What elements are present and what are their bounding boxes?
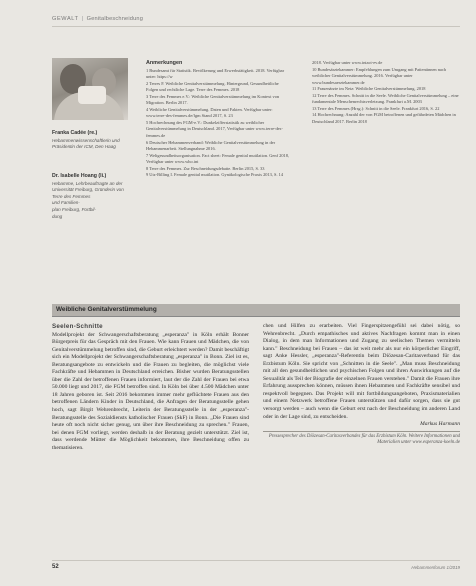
article-paragraph: chen und Hilfen zu erarbeiten. Viel Fingerspitzengefühl sei dabei nötig, so Wehrenbrecht. „Durch empathisches und aktives Nachfragen kommt man in einen Dialog, in dem man Informationen und Zugang zu seelischen Themen vermitteln kann." Beschneidung bei Frauen – das ist weit mehr als nur ein körperlicher Eingriff, sagt Anke Hessler, „esperanza"-Referentin beim Diözesan-Caritasverband für das Erzbistum Köln. Sie spricht von „Schnitten in die Seele". „Man muss Beschneidung mit all den gesundheitlichen und psychischen Folgen und ihren Auswirkungen auf die Sexualität als Teil der Biografie der einzelnen Frauen verstehen." Damit die Frauen ihre Erfahrung aussprechen können, müssen ihnen Hebammen und Fachkräfte sensibel und respektvoll begegnen. Das Projekt will mit fortbildungsangeboten, Praxismaterialien und einem Netzwerk betroffene Frauen unterstützen und dafür sorgen, dass sie gut versorgt werden – auch wenn die Geburt erst nach der Beschneidung im anderen Land oder in der Lage sind, zu entscheiden. [263,323,460,420]
topic-label: Genitalbeschneidung [86,16,144,22]
footnote: 5 Hochrechnung des FGM-e.V.: Dunkelzifferstatistik zu weiblicher Genitalverstümmelung in Deutschland. 2017, Verfügbar unter www.terre-des-femmes.de [146,119,283,139]
footnote: 7 Weltgesundheitsorganisation. Fact sheet: Female genital mutilation. Genf 2018, Verfügbar unter www.who.int [146,152,290,165]
section-label: GEWALT [52,16,79,22]
notes-title: Anmerkungen [146,60,183,66]
footnote: 4 Weibliche Genitalverstümmelung. Daten und Fakten. Verfügbar unter: www.terre-des-femmes.de/fgm Stand 2017, S. 23 [146,106,273,119]
author-name: Dr. Isabelle Hoang (li.) [52,173,107,179]
article-subhead: Seelen-Schnitte [52,323,103,330]
section-rule [52,316,460,317]
footnote: 8 Terre des Femmes. Zur Beschneidungsdebatte. Berlin 2015, S. 33 [146,165,265,171]
footnote: 13 Terre des Femmes (Hrsg.): Schnitt in die Seele. Frankfurt 2016, S. 22 [312,105,440,111]
article-paragraph: Modellprojekt der Schwangerschaftsberatung „esperanza" in Köln erhält Bonner Bürgerpreis für das Gespräch mit den Frauen. Wie kann Frauen und Mädchen, die von Genitalverstümmelung betroffen sind, die Geburt erleichtert werden? Damit beschäftigt sich ein Modellprojekt der Schwangerschaftsberatung „esperanza" in Bonn. Ziel ist es, Beratungsangebote zu entwickeln und die Frauen zu begleiten, die möglichst viele Fachkräfte und Hebammen in Deutschland erreichen. Bisher wurden Beratungsstellen über die Zahl der betroffenen Frauen informiert, laut der die Zahl der Frauen bei etwa 50.000 liegt und 2017, die FGM betroffen sind. In Köln bei über 4.500 Mädchen unter 18 Jahren geboren ist. Seit 2016 bekommen immer mehr geflüchtete Frauen aus den betroffenen Ländern Kinder in Deutschland, die Anfragen der Beratungsstelle gehen hoch, sagt Birgit Wehrenbrecht, Leiterin der Beratungsstelle in der „esperanza"-Beratungsstelle des Sozialdiensts katholischer Frauen (SkF) in Bonn. „Die Frauen sind heute oft noch nicht sicher genug, um über ihre Beschneidung zu sprechen." Frauen, bei denen FGM vorliegt, werden deshalb in der Beratung gezielt unterstützt. Ziel ist, dass werdende Mütter die Möglichkeit bekommen, ihre Beschneidung offen zu thematisieren. [52,331,249,451]
footnote: 2018. Verfügbar unter www.intact-ev.de [312,60,383,65]
footnote: 1 Bundesamt für Statistik. Bevölkerung und Erwerbstätigkeit. 2018. Verfügbar unter: https://w [146,67,285,80]
article-column-left [52,323,249,452]
running-head [52,16,143,22]
footer-rule [52,560,460,561]
footnote: 3 Terre des Femmes e.V.: Weibliche Genitalverstümmelung im Kontext von Migration. Berlin 2017. [146,93,280,106]
author-photo [52,58,128,120]
footnote: 11 Frauenärzte im Netz: Weibliche Genitalverstümmelung, 2018 [312,86,426,92]
footnote: 10 Bundesärztekammer: Empfehlungen zum Umgang mit Patientinnen nach weiblicher Genitalverstümmelung. 2016. Verfügbar unter www.bundesaerztekammer.de [312,66,447,85]
footnote: 14 Hochrechnung: Anzahl der von FGM betroffenen und gefährdeten Mädchen in Deutschland 2017. Berlin 2018 [312,112,456,124]
author-description: Hebammenwissenschaftlerin und Präsidentin der ICM, Den Haag [52,137,120,150]
author-bio-2 [52,173,132,220]
signoff-rule [263,431,460,432]
footer-text: Hebammenforum 1/2019 [411,565,460,570]
header-rule [52,26,460,27]
author-name: Franka Cadée (re.) [52,130,98,136]
footnote: 12 Terre des Femmes. Schnitt in die Seele. Weibliche Genitalverstümmelung – eine fundamentale Menschenrechtsverletzung. Frankfurt a.M. 2003 [312,92,459,105]
notes-column-left [146,60,292,179]
section-bar [52,304,460,316]
notes-column-right [312,60,462,125]
footnote: 6 Deutscher Hebammenverband: Weibliche Genitalverstümmelung in der Hebammenarbeit. Stellungnahme 2016. [146,139,276,152]
footnote: 9 Utz-Billing I. Female genital mutilation. Gynäkologische Praxis 2013, S. 14 [146,172,284,178]
author-description: dung [52,213,63,219]
author-bio-1 [52,130,132,151]
author-note: Pressesprecher des Diözesan-Caritasverbandes für das Erzbistum Köln. Weitere Informationen und Materialien unter www.esperanza-koeln.de [268,433,460,445]
section-title: Weibliche Genitalverstümmelung [56,306,157,313]
author-description: und Familien- [52,200,80,206]
author-description: Hebamme, Lehrbeauftragte an der Universität Freiburg, Gründerin von Terre des Femmes [52,180,124,199]
author-description: plan Freiburg, Fortbil- [52,206,96,212]
article-column-right [263,323,460,446]
footnote: 2 Terres F. Weibliche Genitalverstümmelung. Hintergrund, Gesundheitliche Folgen und rechtliche Lage. Terre des Femmes. 2018 [146,80,279,93]
page-number: 52 [52,564,59,570]
separator: | [81,16,84,22]
article-signoff: Markus Harmann [420,421,460,428]
